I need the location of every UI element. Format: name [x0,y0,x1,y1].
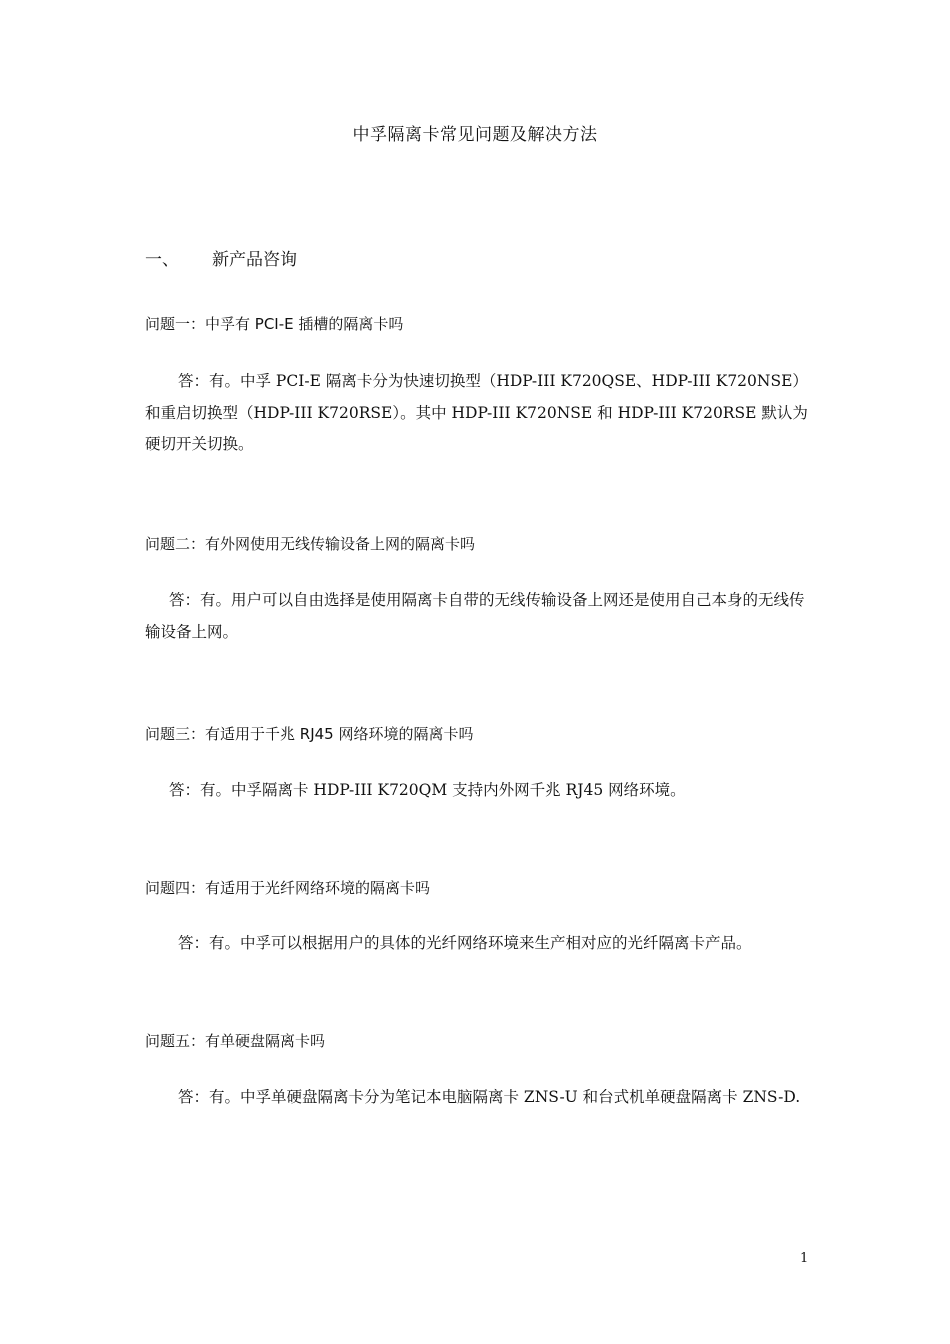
answer-3 [145,775,815,807]
answer-4-text: 答：有。中孚可以根据用户的具体的光纤网络环境来生产相对应的光纤隔离卡产品。 [178,934,752,952]
section-title: 新产品咨询 [212,250,297,270]
question-2: 问题二：有外网使用无线传输设备上网的隔离卡吗 [145,535,476,553]
page-number: 1 [800,1251,809,1266]
answer-5 [145,1082,815,1114]
answer-4 [145,928,815,960]
section-number: 一、 [145,250,179,270]
answer-1-text: 答：有。中孚 PCI-E 隔离卡分为快速切换型（HDP-III K720QSE、HDP-III K720NSE）和重启切换型（HDP-III K720RSE）。其中 HDP-III K720NSE 和 HDP-III K720RSE 默认为硬切开关切换。 [145,372,808,453]
question-5: 问题五：有单硬盘隔离卡吗 [145,1032,326,1050]
answer-2 [145,585,815,648]
section-heading [145,245,297,270]
answer-1 [145,366,815,461]
page-title: 中孚隔离卡常见问题及解决方法 [352,125,598,145]
question-4: 问题四：有适用于光纤网络环境的隔离卡吗 [145,879,431,897]
question-3: 问题三：有适用于千兆 RJ45 网络环境的隔离卡吗 [145,725,474,743]
answer-2-text: 答：有。用户可以自由选择是使用隔离卡自带的无线传输设备上网还是使用自己本身的无线传输设备上网。 [145,591,805,641]
question-1: 问题一：中孚有 PCI-E 插槽的隔离卡吗 [145,315,404,333]
answer-5-text: 答：有。中孚单硬盘隔离卡分为笔记本电脑隔离卡 ZNS-U 和台式机单硬盘隔离卡 ZNS-D. [178,1088,801,1106]
answer-3-text: 答：有。中孚隔离卡 HDP-III K720QM 支持内外网千兆 RJ45 网络环境。 [169,781,686,799]
